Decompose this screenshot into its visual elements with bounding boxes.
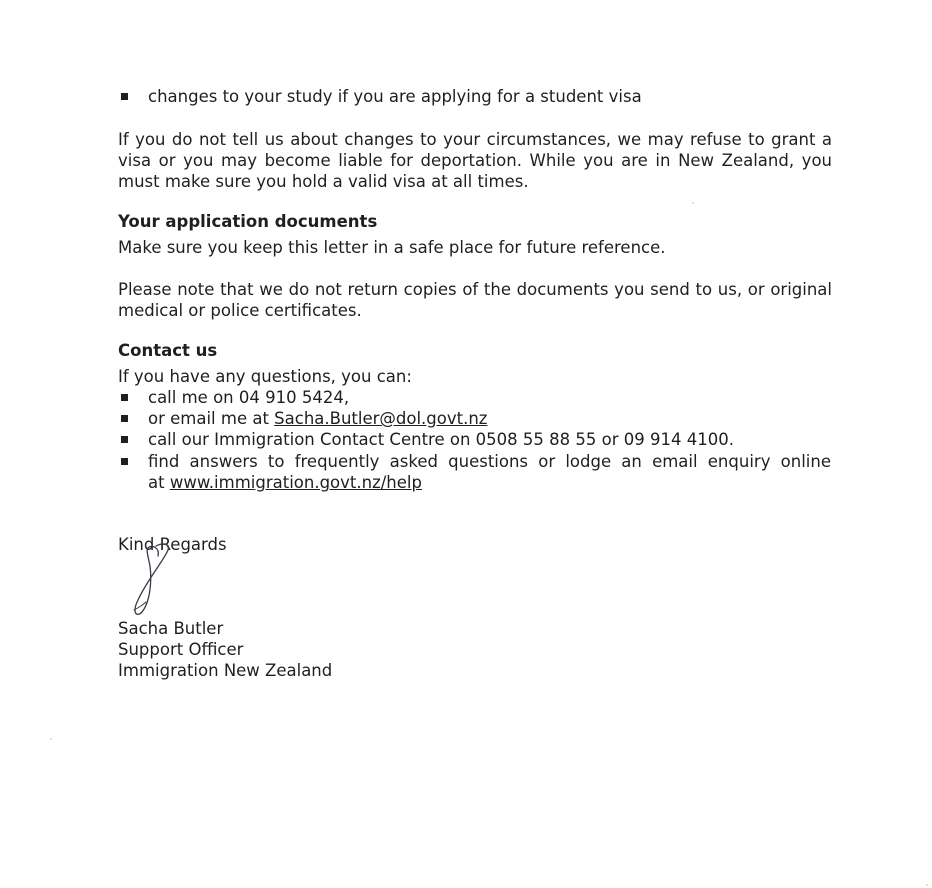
email-prefix: or email me at [148,409,275,428]
signatory-name: Sacha Butler [118,619,224,638]
contact-bullet-call [121,387,349,408]
contact-bullet-centre [121,429,734,450]
contact-heading: Contact us [118,341,218,360]
bullet-marker [121,394,128,401]
email-line [148,408,487,429]
bullet-marker [121,458,128,465]
online-help-text [148,451,831,493]
kind-regards: Kind Regards [118,535,227,554]
contact-bullet-online [121,451,831,493]
contact-centre-text: call our Immigration Contact Centre on 0508 55 88 55 or 09 914 4100. [148,430,734,449]
contact-intro: If you have any questions, you can: [118,367,412,386]
signatory-organisation: Immigration New Zealand [118,661,333,680]
immigration-help-link[interactable]: www.immigration.govt.nz/help [169,473,422,492]
handwritten-signature [124,538,184,618]
call-phone-text: call me on 04 910 5424, [148,388,350,407]
scan-speck [692,202,694,204]
documents-heading: Your application documents [118,212,378,231]
email-link[interactable]: Sacha.Butler@dol.govt.nz [274,409,488,428]
scan-speck [50,738,52,740]
bullet-marker [121,436,128,443]
keep-letter-text: Make sure you keep this letter in a safe place for future reference. [118,238,666,257]
online-help-line2 [148,472,831,493]
signatory-title: Support Officer [118,640,244,659]
bullet-text: changes to your study if you are applying for a student visa [148,87,642,106]
circumstances-paragraph: If you do not tell us about changes to your circumstances, we may refuse to grant a visa or you may become liable for deportation. While you are in New Zealand, you must make sure you hold a valid visa at all times. [118,130,832,191]
study-change-bullet [121,86,642,107]
online-help-line1: find answers to frequently asked questions or lodge an email enquiry online [148,452,831,471]
online-prefix: at [148,473,170,492]
contact-bullet-email [121,408,487,429]
documents-return-paragraph: Please note that we do not return copies of the documents you send to us, or original medical or police certificates. [118,280,832,320]
bullet-marker [121,93,128,100]
bullet-marker [121,415,128,422]
scan-speck [926,884,928,886]
